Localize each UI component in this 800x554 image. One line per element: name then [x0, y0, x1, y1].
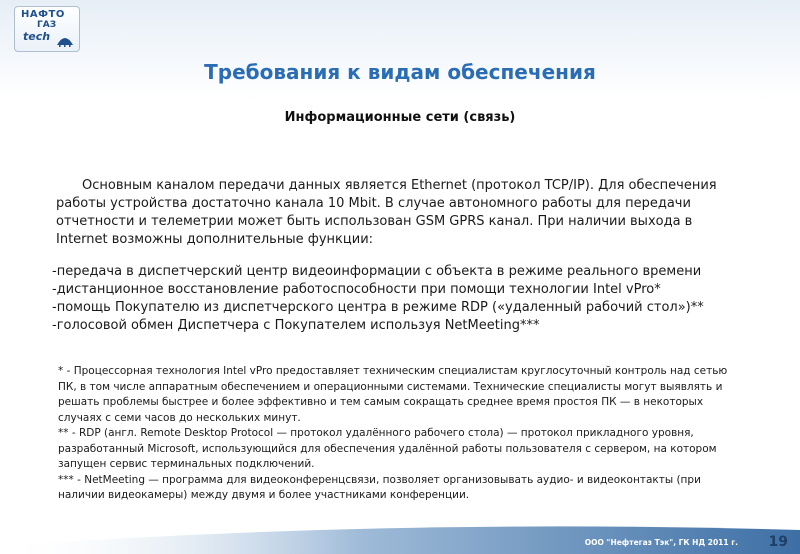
page-number: 19 — [768, 534, 788, 550]
main-paragraph: Основным каналом передачи данных является Ethernet (протокол TCP/IP). Для обеспечения работы устройства достаточно канала 10 Mbit. В случае автономного работы для передачи отчетности и телеметрии может быть использован GSM GPRS канал. При наличии выхода в Internet возможны дополнительные функции: — [56, 178, 717, 247]
slide-subtitle: Информационные сети (связь) — [284, 110, 516, 125]
list-item: -дистанционное восстановление работоспособности при помощи технологии Intel vPro* — [52, 282, 661, 297]
feature-list — [52, 263, 752, 335]
oil-drop-icon — [55, 31, 75, 47]
slide-title: Требования к видам обеспечения — [204, 60, 596, 84]
list-item: -помощь Покупателю из диспетчерского центра в режиме RDP («удаленный рабочий стол»)** — [52, 300, 704, 315]
footnotes — [58, 364, 748, 504]
list-item: -передача в диспетчерский центр видеоинформации с объекта в режиме реального времени — [52, 264, 702, 279]
logo-text-line1: НАФТО — [21, 9, 65, 20]
footnote-vpro: * - Процессорная технология Intel vPro предоставляет техническим специалистам круглосуточный контроль над сетью ПК, в том числе аппаратным обеспечением и операционными системами. Технические специалисты могут выявлять и решать проблемы быстрее и более эффективно и тем самым сокращать среднее время простоя ПК — в некоторых случаях с семи часов до нескольких минут. — [58, 365, 728, 424]
footer-company: ООО "Нефтегаз Тэк", ГК НД 2011 г. — [584, 538, 738, 547]
list-item: -голосовой обмен Диспетчера с Покупателем используя NetMeeting*** — [52, 318, 540, 333]
footnote-netmeeting: *** - NetMeeting — программа для видеоконференцсвязи, позволяет организовывать аудио- и видеоконтакты (при наличии видеокамеры) между двумя и более участниками конференции. — [58, 473, 701, 501]
logo-text-line3: tech — [23, 30, 51, 43]
footnote-rdp: ** - RDP (англ. Remote Desktop Protocol — протокол удалённого рабочего стола) — протокол прикладного уровня, разработанный Microsoft, использующийся для обеспечения удалённой работы пользователя с сервером, на котором запущен сервис терминальных подключений. — [58, 427, 717, 470]
logo-text-line2: ГАЗ — [37, 20, 57, 30]
company-logo — [14, 6, 80, 52]
